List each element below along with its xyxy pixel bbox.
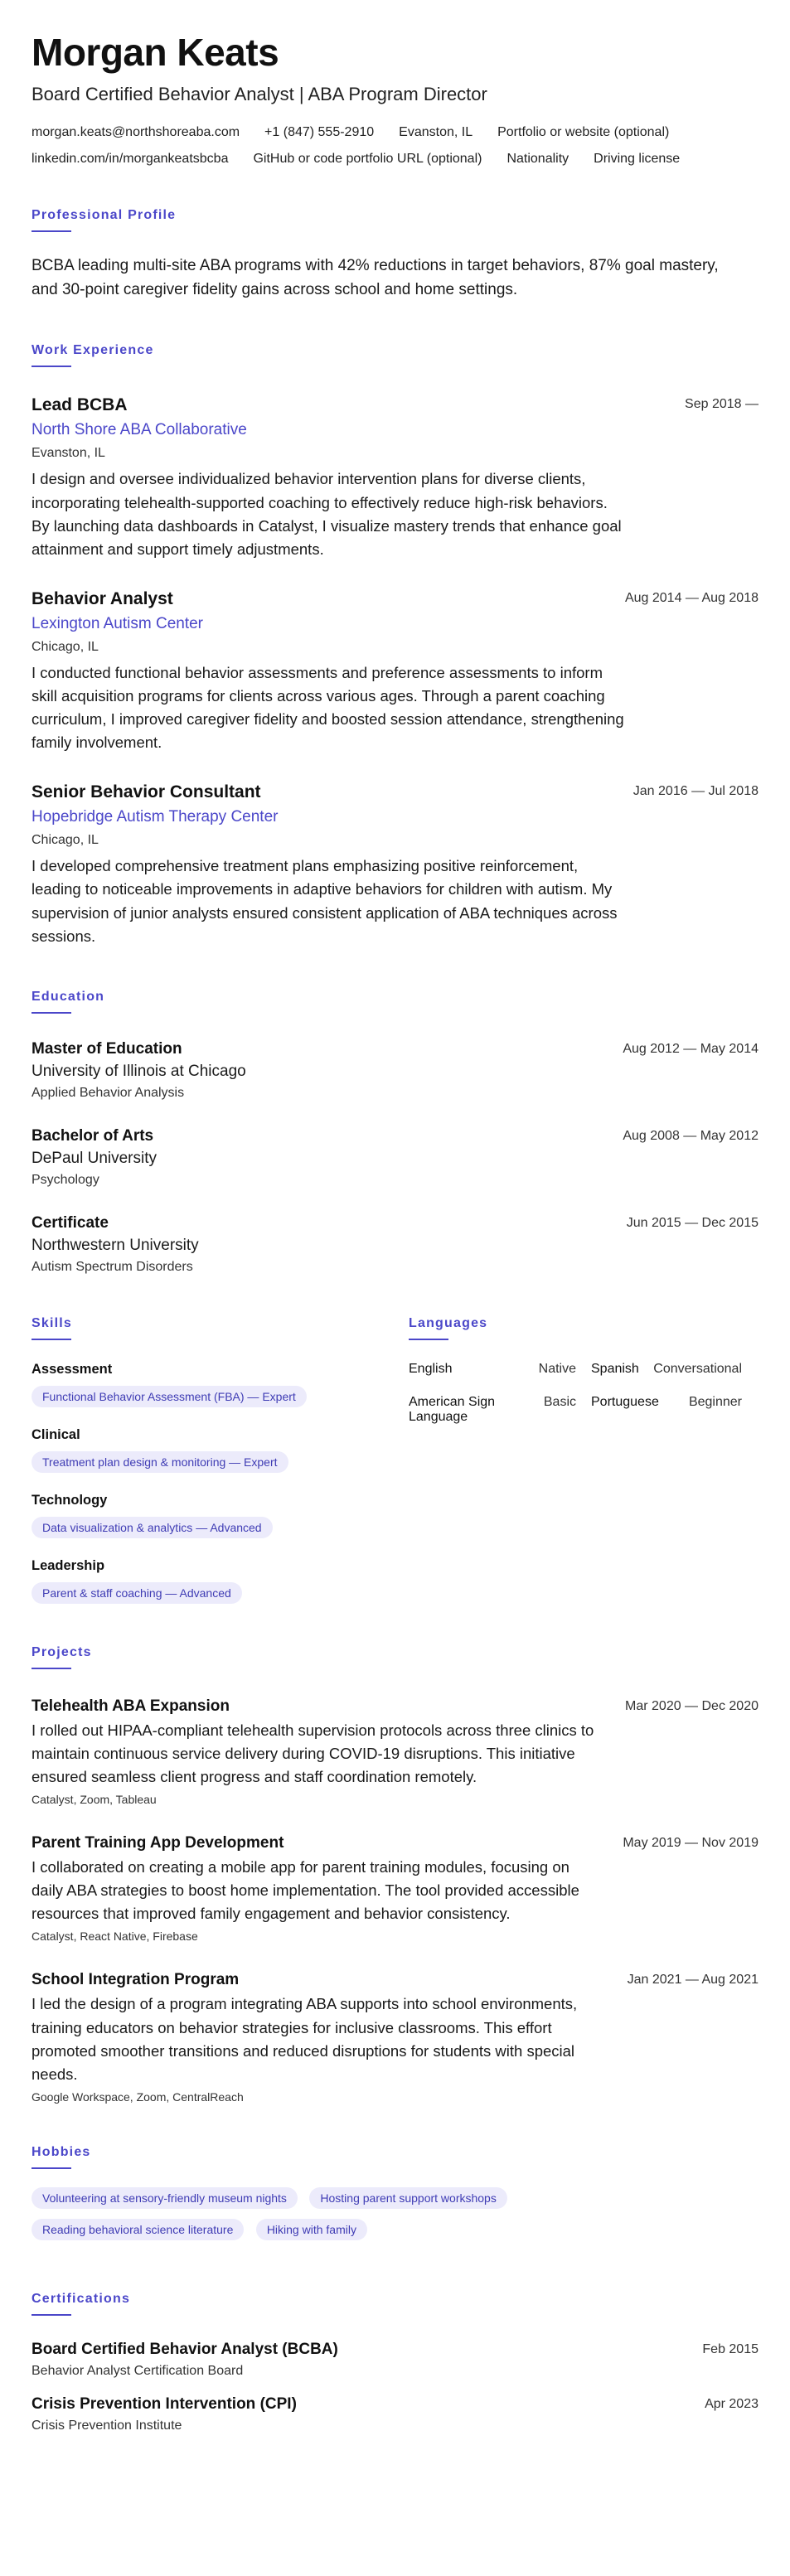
certification-name: Board Certified Behavior Analyst (BCBA)	[32, 2340, 338, 2358]
section-title: Certifications	[32, 2291, 131, 2306]
section-title: Education	[32, 989, 105, 1004]
entry-dates: Jun 2015 — Dec 2015	[626, 1215, 758, 1230]
education-section	[32, 990, 758, 1275]
project-entry	[32, 1834, 758, 1943]
project-entry	[32, 1971, 758, 2103]
section-title: Languages	[409, 1315, 488, 1330]
languages-grid	[409, 1362, 757, 1425]
profile-section	[32, 208, 758, 303]
certification-issuer: Behavior Analyst Certification Board	[32, 2363, 244, 2378]
school-name: DePaul University	[32, 1149, 157, 1167]
entry-dates: May 2019 — Nov 2019	[623, 1836, 758, 1851]
project-description: I collaborated on creating a mobile app for parent training modules, focusing on daily ABA strategies to boost home implementation. The tool provided accessible resources that improved family engagement and behavior consistency.	[32, 1858, 579, 1923]
section-title: Work Experience	[32, 343, 154, 358]
contact-location: Evanston, IL	[399, 124, 473, 139]
contact-phone[interactable]: +1 (847) 555-2910	[264, 124, 375, 139]
field-of-study: Applied Behavior Analysis	[32, 1085, 185, 1100]
school-name: Northwestern University	[32, 1236, 199, 1254]
job-location: Chicago, IL	[32, 833, 99, 848]
job-description: I design and oversee individualized behavior intervention plans for diverse clients, incorporating telehealth-supported coaching to effectively reduce high-risk behaviors. By launching data dashboards in Catalyst, I visualize mastery trends that enhance goal attainment and support timely adjustments.	[32, 470, 622, 558]
language-name: English	[409, 1361, 453, 1376]
certification-date: Apr 2023	[705, 2396, 758, 2411]
education-entry	[32, 1214, 758, 1275]
entry-dates: Aug 2008 — May 2012	[623, 1128, 758, 1143]
job-description: I developed comprehensive treatment plans emphasizing positive reinforcement, leading to noticeable improvements in adaptive behaviors for children with autism. My supervision of junior analysts ensured consistent application of ABA techniques across sessions.	[32, 857, 618, 945]
skill-chip: Treatment plan design & monitoring — Expert	[32, 1451, 288, 1473]
certification-entry	[32, 2341, 758, 2379]
experience-section	[32, 343, 758, 947]
experience-entry	[32, 395, 758, 560]
certification-name: Crisis Prevention Intervention (CPI)	[32, 2394, 297, 2413]
project-description: I led the design of a program integrating ABA supports into school environments, training educators on behavior strategies for inclusive classrooms. This effort promoted smoother transitions and reduced disruptions for students with special needs.	[32, 1995, 578, 2083]
skill-chip: Parent & staff coaching — Advanced	[32, 1582, 242, 1604]
skills-section	[32, 1316, 409, 1604]
project-tech: Catalyst, React Native, Firebase	[32, 1930, 198, 1944]
section-underline	[32, 230, 71, 232]
skill-category: Clinical	[32, 1426, 80, 1442]
job-location: Evanston, IL	[32, 446, 105, 461]
language-name: Spanish	[591, 1361, 639, 1376]
contact-nationality: Nationality	[506, 151, 569, 166]
entry-dates: Jan 2021 — Aug 2021	[627, 1973, 758, 1988]
section-underline	[409, 1339, 448, 1340]
contact-row-2	[32, 152, 758, 167]
entry-dates: Aug 2014 — Aug 2018	[624, 590, 758, 605]
education-entry	[32, 1127, 758, 1188]
employer-name: North Shore ABA Collaborative	[32, 421, 247, 439]
profile-summary: BCBA leading multi-site ABA programs with 42% reductions in target behaviors, 87% goal mastery, and 30-point caregiver fidelity gains across school and home settings.	[32, 256, 719, 299]
project-title: Parent Training App Development	[32, 1834, 284, 1852]
contact-linkedin[interactable]: linkedin.com/in/morgankeatsbcba	[32, 151, 229, 166]
certification-date: Feb 2015	[702, 2341, 758, 2356]
entry-dates: Mar 2020 — Dec 2020	[625, 1698, 758, 1713]
contact-portfolio[interactable]: Portfolio or website (optional)	[497, 124, 670, 139]
projects-section	[32, 1645, 758, 2104]
certifications-section	[32, 2292, 758, 2433]
skills-languages-row	[32, 1316, 758, 1604]
contact-email[interactable]: morgan.keats@northshoreaba.com	[32, 124, 240, 139]
project-tech: Google Workspace, Zoom, CentralReach	[32, 2089, 244, 2104]
skill-category: Technology	[32, 1492, 108, 1508]
candidate-name: Morgan Keats	[32, 31, 279, 74]
skill-category: Leadership	[32, 1557, 105, 1573]
language-level: Beginner	[688, 1394, 742, 1409]
section-underline	[32, 1339, 71, 1340]
degree: Certificate	[32, 1213, 109, 1232]
section-underline	[32, 1012, 71, 1014]
employer-name: Lexington Autism Center	[32, 614, 204, 632]
hobby-chip: Hiking with family	[256, 2219, 367, 2240]
language-name: American Sign Language	[409, 1394, 496, 1424]
language-name: Portuguese	[591, 1394, 659, 1409]
job-location: Chicago, IL	[32, 639, 99, 654]
hobby-chip: Volunteering at sensory-friendly museum nights	[32, 2187, 298, 2209]
experience-entry	[32, 589, 758, 754]
section-title: Skills	[32, 1315, 73, 1330]
project-entry	[32, 1697, 758, 1806]
hobby-list	[32, 2187, 628, 2250]
project-description: I rolled out HIPAA-compliant telehealth supervision protocols across three clinics to maintain continuous service delivery during COVID-19 disruptions. This initiative ensured seamless client progress and staff coordination remotely.	[32, 1721, 594, 1785]
job-description: I conducted functional behavior assessments and preference assessments to inform skill acquisition programs for clients across various ages. Through a parent coaching curriculum, I improved caregiver fidelity and boosted session attendance, strengthening family involvement.	[32, 663, 624, 752]
certification-entry	[32, 2395, 758, 2433]
entry-dates: Sep 2018 —	[685, 397, 758, 412]
entry-dates: Aug 2012 — May 2014	[623, 1041, 758, 1056]
language-level: Native	[538, 1361, 576, 1376]
employer-name: Hopebridge Autism Therapy Center	[32, 808, 279, 826]
candidate-headline: Board Certified Behavior Analyst | ABA Program Director	[32, 83, 487, 104]
entry-dates: Jan 2016 — Jul 2018	[632, 784, 758, 799]
project-title: Telehealth ABA Expansion	[32, 1697, 230, 1715]
section-underline	[32, 366, 71, 367]
contact-row-1	[32, 125, 758, 140]
section-title: Projects	[32, 1644, 92, 1659]
hobbies-section	[32, 2145, 758, 2250]
hobby-chip: Reading behavioral science literature	[32, 2219, 244, 2240]
skill-chip: Functional Behavior Assessment (FBA) — Expert	[32, 1386, 307, 1407]
job-title: Senior Behavior Consultant	[32, 782, 261, 802]
field-of-study: Autism Spectrum Disorders	[32, 1259, 193, 1274]
project-title: School Integration Program	[32, 1971, 240, 1989]
school-name: University of Illinois at Chicago	[32, 1062, 246, 1080]
section-underline	[32, 2314, 71, 2316]
section-underline	[32, 2167, 71, 2169]
contact-driving-license: Driving license	[594, 151, 681, 166]
resume-header	[32, 31, 758, 167]
degree: Bachelor of Arts	[32, 1126, 154, 1145]
job-title: Lead BCBA	[32, 395, 128, 415]
section-title: Professional Profile	[32, 207, 177, 222]
languages-section	[409, 1316, 757, 1604]
degree: Master of Education	[32, 1039, 182, 1058]
project-tech: Catalyst, Zoom, Tableau	[32, 1793, 157, 1807]
experience-entry	[32, 782, 758, 947]
language-level: Basic	[543, 1394, 576, 1409]
skill-category: Assessment	[32, 1361, 113, 1377]
certification-issuer: Crisis Prevention Institute	[32, 2418, 182, 2433]
contact-github[interactable]: GitHub or code portfolio URL (optional)	[253, 151, 482, 166]
job-title: Behavior Analyst	[32, 588, 173, 608]
education-entry	[32, 1040, 758, 1101]
language-level: Conversational	[653, 1361, 742, 1376]
skill-chip: Data visualization & analytics — Advanced	[32, 1517, 273, 1538]
hobby-chip: Hosting parent support workshops	[309, 2187, 506, 2209]
section-underline	[32, 1668, 71, 1669]
field-of-study: Psychology	[32, 1172, 99, 1187]
section-title: Hobbies	[32, 2144, 91, 2159]
